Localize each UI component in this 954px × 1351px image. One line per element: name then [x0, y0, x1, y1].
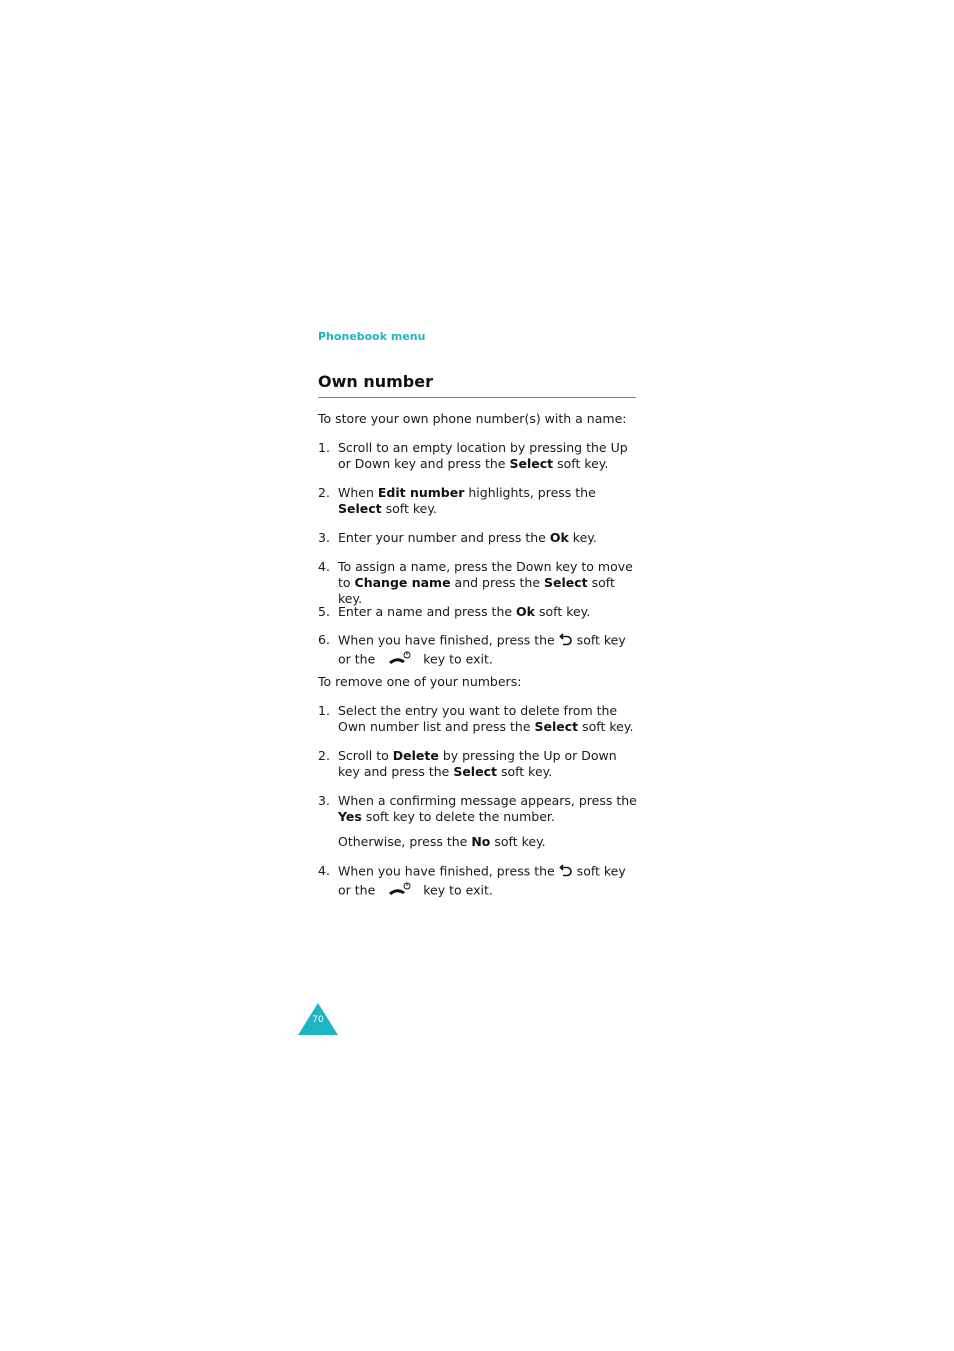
- intro-store: To store your own phone number(s) with a name:: [318, 411, 627, 426]
- back-arrow-icon: [559, 863, 573, 881]
- page-number: 70: [312, 1015, 324, 1025]
- step-number: 6.: [318, 632, 330, 647]
- step-number: 3.: [318, 530, 330, 545]
- title-divider: [318, 397, 636, 398]
- step-number: 5.: [318, 604, 330, 619]
- step-number: 2.: [318, 485, 330, 500]
- step-number: 1.: [318, 440, 330, 455]
- step-number: 4.: [318, 863, 330, 878]
- page-number-badge: [298, 1003, 338, 1035]
- step-number: 4.: [318, 559, 330, 574]
- intro-remove: To remove one of your numbers:: [318, 674, 522, 689]
- end-call-icon: [385, 650, 413, 670]
- step-number: 1.: [318, 703, 330, 718]
- step-number: 2.: [318, 748, 330, 763]
- end-call-icon: [385, 881, 413, 901]
- page-title: Own number: [318, 372, 433, 391]
- section-label: Phonebook menu: [318, 330, 426, 343]
- back-arrow-icon: [559, 632, 573, 650]
- step-number: 3.: [318, 793, 330, 808]
